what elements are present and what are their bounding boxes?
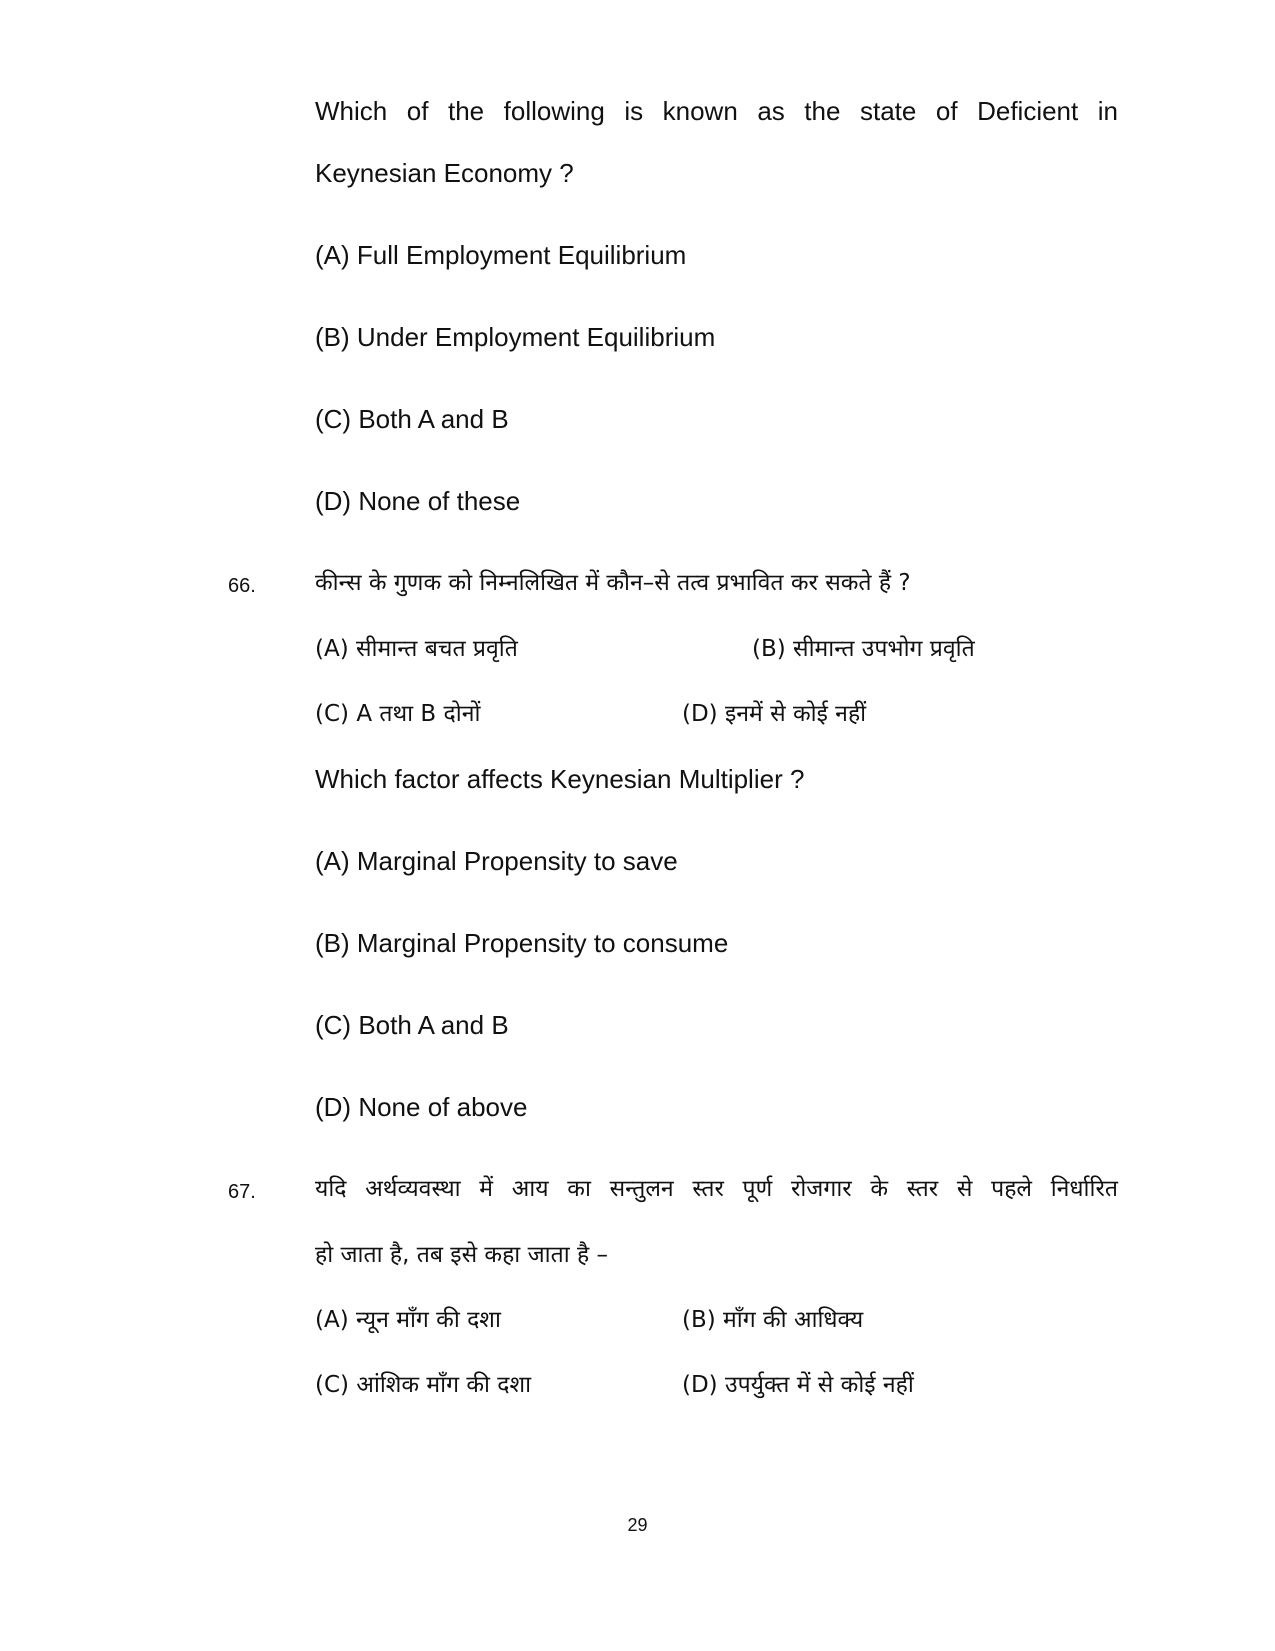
q67-number: 67. (228, 1181, 256, 1203)
q66-hindi-option-d: (D) इनमें से कोई नहीं (682, 701, 867, 727)
q67-question-line-2: हो जाता है, तब इसे कहा जाता है – (315, 1242, 608, 1268)
q67-option-a: (A) न्यून माँग की दशा (315, 1307, 501, 1333)
q66-option-a: (A) Marginal Propensity to save (315, 846, 678, 876)
q66-option-c: (C) Both A and B (315, 1010, 509, 1040)
q67-option-d: (D) उपर्युक्त में से कोई नहीं (682, 1372, 914, 1398)
q65-question-line-2: Keynesian Economy ? (315, 158, 574, 188)
q66-hindi-option-b: (B) सीमान्त उपभोग प्रवृति (752, 636, 975, 662)
q67-question-line-1: यदि अर्थव्यवस्था में आय का सन्तुलन स्तर पूर्ण रोजगार के स्तर से पहले निर्धारित (315, 1176, 1118, 1202)
q66-hindi-option-c: (C) A तथा B दोनों (315, 701, 481, 727)
q66-option-d: (D) None of above (315, 1092, 528, 1122)
q65-option-c: (C) Both A and B (315, 404, 509, 434)
q66-hindi-option-a: (A) सीमान्त बचत प्रवृति (315, 636, 518, 662)
q65-option-d: (D) None of these (315, 486, 521, 516)
q67-option-c: (C) आंशिक माँग की दशा (315, 1372, 532, 1398)
q65-option-a: (A) Full Employment Equilibrium (315, 240, 687, 270)
page-number: 29 (627, 1515, 648, 1535)
q65-question-line-1: Which of the following is known as the state of Deficient in (315, 96, 1118, 126)
q66-question-english: Which factor affects Keynesian Multiplier ? (315, 764, 805, 794)
q67-option-b: (B) माँग की आधिक्य (682, 1307, 864, 1333)
q66-question-hindi: कीन्स के गुणक को निम्नलिखित में कौन–से तत्व प्रभावित कर सकते हैं ? (315, 570, 911, 596)
q65-option-b: (B) Under Employment Equilibrium (315, 322, 716, 352)
q66-number: 66. (228, 575, 256, 597)
q66-option-b: (B) Marginal Propensity to consume (315, 928, 729, 958)
